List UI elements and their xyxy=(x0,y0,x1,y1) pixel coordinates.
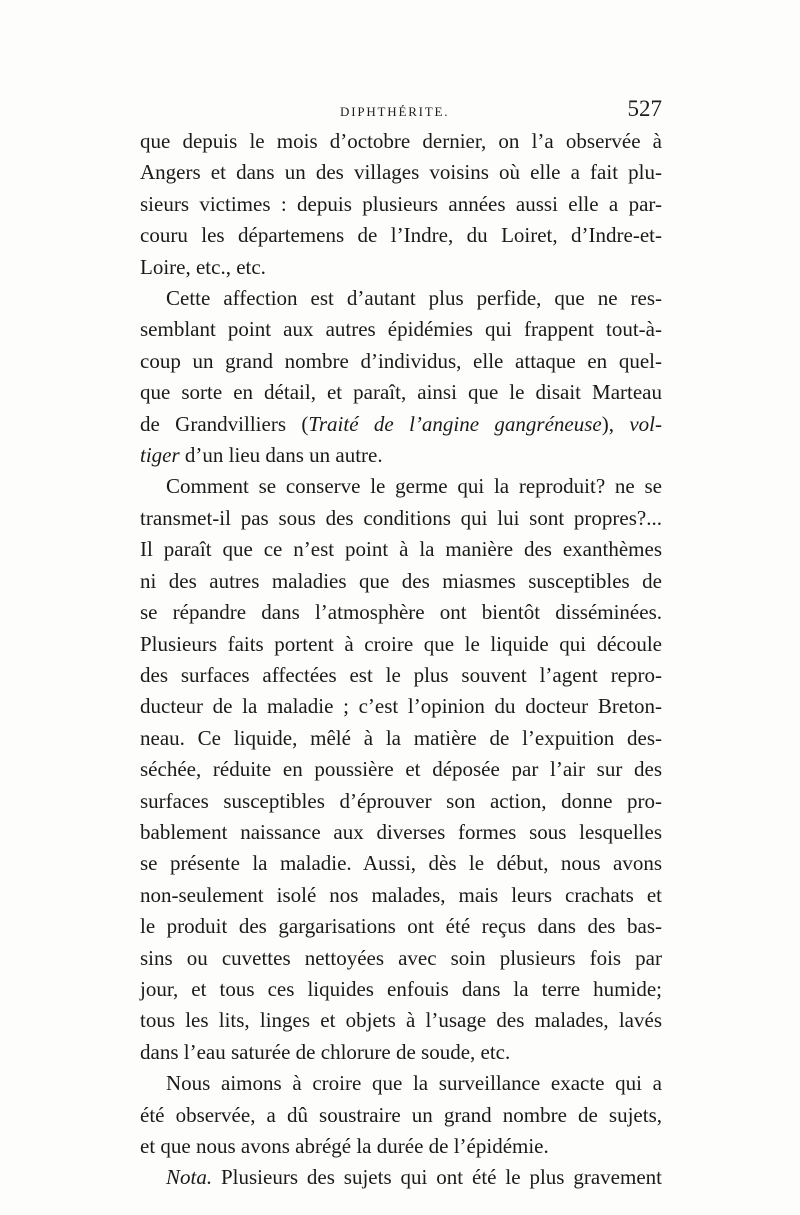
text-line: été observée, a dû soustraire un grand nombre de sujets, xyxy=(140,1102,662,1127)
text-line-mixed xyxy=(140,440,662,471)
text-line: couru les départemens de l’Indre, du Loiret, d’Indre-et- xyxy=(140,223,662,248)
italic-title: Traité de l’angine gangréneuse xyxy=(308,411,602,436)
italic-word: vol- xyxy=(629,411,662,436)
text-line: jour, et tous ces liquides enfouis dans la terre humide; xyxy=(140,976,662,1001)
text-line: des surfaces affectées est le plus souvent l’agent repro- xyxy=(140,662,662,687)
text-line: transmet-il pas sous des conditions qui lui sont propres?... xyxy=(140,505,662,530)
paragraph-nota xyxy=(140,1162,662,1193)
text-line: bablement naissance aux diverses formes sous lesquelles xyxy=(140,819,662,844)
text-run: ), xyxy=(601,411,630,436)
paragraph-3 xyxy=(140,471,662,1068)
italic-word: tiger xyxy=(140,443,180,468)
text-line: ni des autres maladies que des miasmes susceptibles de xyxy=(140,568,662,593)
text-line: Nous aimons à croire que la surveillance exacte qui a xyxy=(166,1071,662,1096)
text-line-mixed xyxy=(140,1162,662,1193)
text-line: et que nous avons abrégé la durée de l’épidémie. xyxy=(140,1134,549,1158)
text-line: le produit des gargarisations ont été reçus dans des bas- xyxy=(140,914,662,939)
text-line: Cette affection est d’autant plus perfide, que ne res- xyxy=(166,286,662,311)
text-line: Plusieurs faits portent à croire que le liquide qui découle xyxy=(140,631,662,656)
text-line: sieurs victimes : depuis plusieurs années aussi elle a par- xyxy=(140,191,662,216)
text-line: Angers et dans un des villages voisins où elle a fait plu- xyxy=(140,160,662,185)
text-line: tous les lits, linges et objets à l’usage des malades, lavés xyxy=(140,1008,662,1033)
text-line: Comment se conserve le germe qui la reproduit? ne se xyxy=(166,474,662,499)
text-line: ducteur de la maladie ; c’est l’opinion du docteur Breton- xyxy=(140,694,662,719)
paragraph-2 xyxy=(140,283,662,471)
text-line-mixed xyxy=(140,409,662,440)
text-line: sins ou cuvettes nettoyées avec soin plusieurs fois par xyxy=(140,945,662,970)
text-run: Plusieurs des sujets qui ont été le plus gravement xyxy=(212,1165,662,1190)
text-line: que depuis le mois d’octobre dernier, on l’a observée à xyxy=(140,129,662,153)
text-line: semblant point aux autres épidémies qui frappent tout-à- xyxy=(140,317,662,342)
text-line: séchée, réduite en poussière et déposée par l’air sur des xyxy=(140,757,662,782)
text-line: que sorte en détail, et paraît, ainsi que le disait Marteau xyxy=(140,380,662,405)
text-line: dans l’eau saturée de chlorure de soude, etc. xyxy=(140,1039,511,1064)
text-line: non-seulement isolé nos malades, mais leurs crachats et xyxy=(140,882,662,907)
text-line: Loire, etc., etc. xyxy=(140,254,266,279)
paragraph-1 xyxy=(140,126,662,283)
text-line: Il paraît que ce n’est point à la manière des exanthèmes xyxy=(140,537,662,562)
text-line: se présente la maladie. Aussi, dès le début, nous avons xyxy=(140,851,662,876)
page-number: 527 xyxy=(627,96,662,121)
nota-label: Nota. xyxy=(166,1165,213,1190)
running-title: DIPHTHÉRITE. xyxy=(340,104,450,119)
text-line: se répandre dans l’atmosphère ont bientôt disséminées. xyxy=(140,600,662,625)
text-run: de Grandvilliers ( xyxy=(140,411,309,436)
text-line: surfaces susceptibles d’éprouver son action, donne pro- xyxy=(140,788,662,813)
text-line: coup un grand nombre d’individus, elle attaque en quel- xyxy=(140,348,662,373)
text-run: d’un lieu dans un autre. xyxy=(179,443,383,468)
paragraph-4 xyxy=(140,1068,662,1162)
running-head xyxy=(140,96,662,130)
text-line: neau. Ce liquide, mêlé à la matière de l’expuition des- xyxy=(140,725,662,750)
body-text xyxy=(140,126,662,1194)
